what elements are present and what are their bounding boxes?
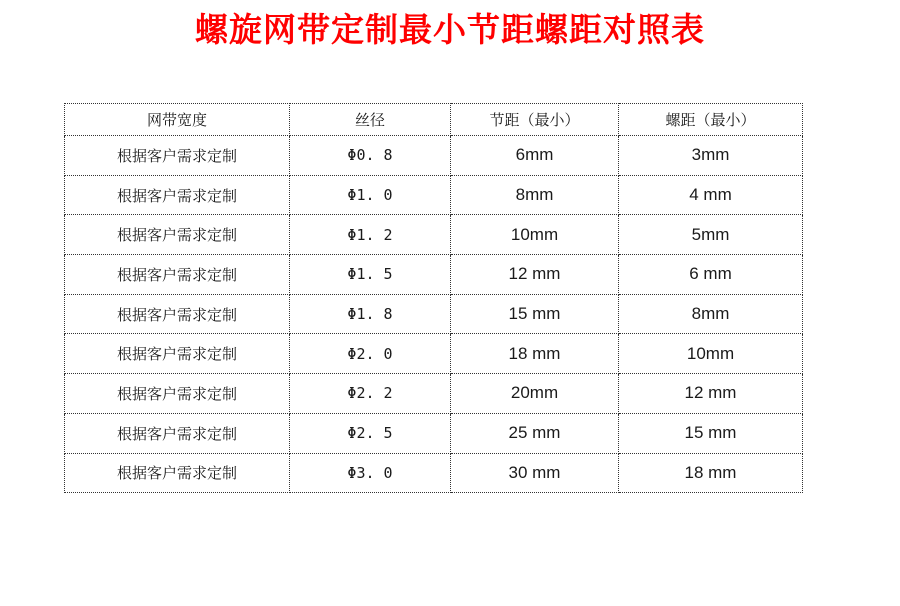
cell-belt-width: 根据客户需求定制 (65, 453, 290, 493)
table-header-row (65, 104, 803, 136)
table-row (65, 255, 803, 295)
cell-min-screw-pitch: 12 mm (619, 374, 803, 414)
cell-wire-diameter: Φ1. 8 (290, 294, 451, 334)
cell-wire-diameter: Φ1. 0 (290, 175, 451, 215)
table-row (65, 374, 803, 414)
cell-min-pitch: 8mm (451, 175, 619, 215)
table-row (65, 175, 803, 215)
cell-belt-width: 根据客户需求定制 (65, 255, 290, 295)
cell-min-screw-pitch: 6 mm (619, 255, 803, 295)
header-belt-width: 网带宽度 (65, 104, 290, 136)
cell-min-pitch: 10mm (451, 215, 619, 255)
cell-belt-width: 根据客户需求定制 (65, 136, 290, 176)
pitch-comparison-table (64, 103, 803, 493)
cell-wire-diameter: Φ1. 2 (290, 215, 451, 255)
cell-wire-diameter: Φ0. 8 (290, 136, 451, 176)
cell-belt-width: 根据客户需求定制 (65, 413, 290, 453)
header-min-pitch: 节距（最小） (451, 104, 619, 136)
header-wire-diameter: 丝径 (290, 104, 451, 136)
cell-min-screw-pitch: 15 mm (619, 413, 803, 453)
cell-min-screw-pitch: 8mm (619, 294, 803, 334)
cell-min-screw-pitch: 18 mm (619, 453, 803, 493)
cell-min-pitch: 15 mm (451, 294, 619, 334)
cell-min-pitch: 12 mm (451, 255, 619, 295)
table-row (65, 413, 803, 453)
table-row (65, 136, 803, 176)
cell-min-screw-pitch: 3mm (619, 136, 803, 176)
cell-wire-diameter: Φ1. 5 (290, 255, 451, 295)
cell-min-pitch: 25 mm (451, 413, 619, 453)
cell-min-pitch: 20mm (451, 374, 619, 414)
cell-min-screw-pitch: 10mm (619, 334, 803, 374)
cell-belt-width: 根据客户需求定制 (65, 374, 290, 414)
table-row (65, 334, 803, 374)
cell-min-pitch: 18 mm (451, 334, 619, 374)
cell-wire-diameter: Φ2. 0 (290, 334, 451, 374)
cell-min-screw-pitch: 5mm (619, 215, 803, 255)
cell-belt-width: 根据客户需求定制 (65, 334, 290, 374)
cell-wire-diameter: Φ3. 0 (290, 453, 451, 493)
cell-min-screw-pitch: 4 mm (619, 175, 803, 215)
cell-wire-diameter: Φ2. 5 (290, 413, 451, 453)
cell-min-pitch: 30 mm (451, 453, 619, 493)
cell-min-pitch: 6mm (451, 136, 619, 176)
page-title: 螺旋网带定制最小节距螺距对照表 (195, 11, 705, 48)
cell-belt-width: 根据客户需求定制 (65, 175, 290, 215)
table-row (65, 215, 803, 255)
cell-belt-width: 根据客户需求定制 (65, 215, 290, 255)
header-min-screw-pitch: 螺距（最小） (619, 104, 803, 136)
cell-belt-width: 根据客户需求定制 (65, 294, 290, 334)
table-row (65, 453, 803, 493)
table-row (65, 294, 803, 334)
cell-wire-diameter: Φ2. 2 (290, 374, 451, 414)
